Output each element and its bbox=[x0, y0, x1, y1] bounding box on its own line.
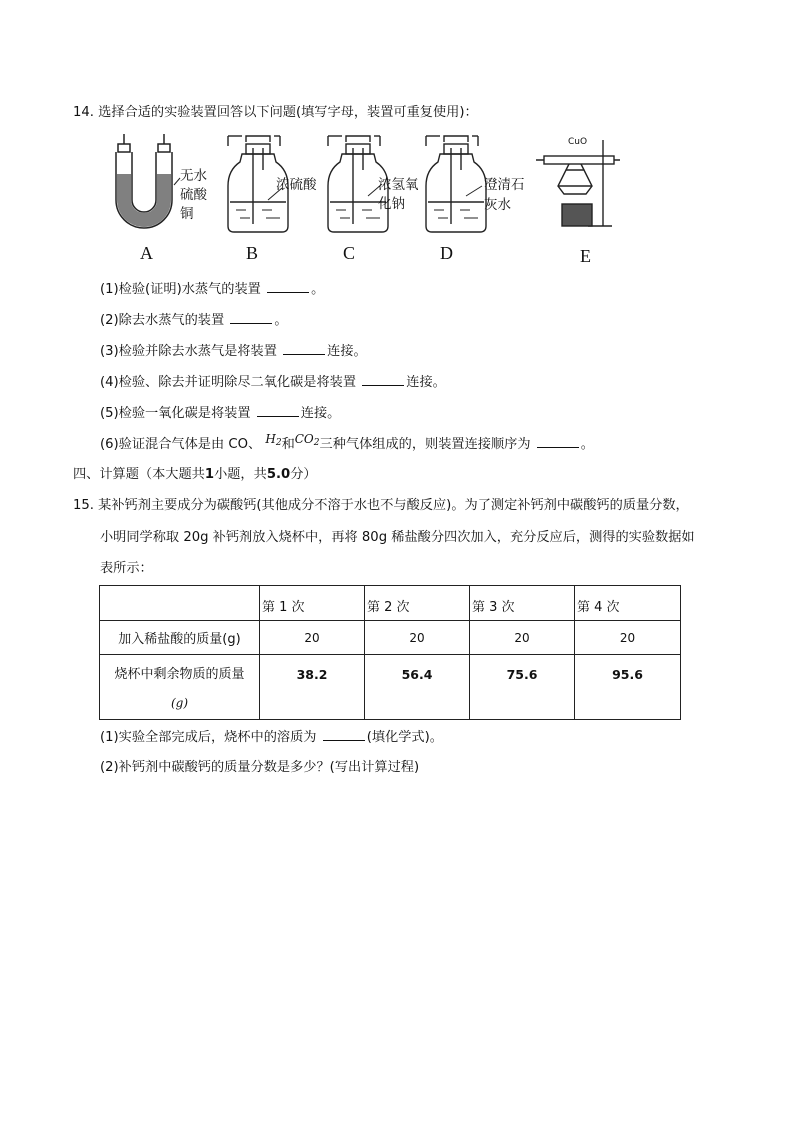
section-4-count: 1 bbox=[204, 467, 215, 482]
q14-sub4-blank[interactable] bbox=[362, 373, 404, 386]
label-c-line1: 浓氢氧 bbox=[378, 177, 419, 193]
q14-sub4-text: (4)检验、除去并证明除尽二氧化碳是将装置 bbox=[100, 375, 357, 390]
row2-label-line2: (g) bbox=[170, 696, 189, 710]
table-cell: 20 bbox=[575, 621, 681, 655]
table-row bbox=[100, 621, 681, 655]
table-header-row bbox=[100, 586, 681, 621]
q14-sub3 bbox=[100, 342, 367, 361]
letter-c: C bbox=[343, 243, 356, 263]
q14-sub4 bbox=[100, 373, 446, 392]
table-header-cell: 第 3 次 bbox=[470, 586, 575, 621]
q15-sub1-end: (填化学式)。 bbox=[366, 730, 443, 745]
q14-sub6 bbox=[100, 432, 594, 457]
q14-sub6-text: (6)验证混合气体是由 CO、 bbox=[100, 437, 262, 452]
q15-line3: 表所示： bbox=[100, 561, 153, 576]
co2-subscript: 2 bbox=[313, 438, 320, 448]
table-row bbox=[100, 655, 681, 720]
q15-sub2: (2)补钙剂中碳酸钙的质量分数是多少？(写出计算过程) bbox=[100, 760, 420, 775]
h2-symbol: H bbox=[265, 432, 276, 446]
q14-sub5-blank[interactable] bbox=[257, 404, 299, 417]
q14-sub3-end: 连接。 bbox=[327, 344, 367, 359]
q15-sub1-text: (1)实验全部完成后，烧杯中的溶质为 bbox=[100, 730, 317, 745]
q14-sub2-text: (2)除去水蒸气的装置 bbox=[100, 313, 225, 328]
table-header-cell bbox=[100, 586, 260, 621]
section-4-title: 四、计算题（本大题共 bbox=[73, 467, 205, 482]
q14-sub6-end: 。 bbox=[580, 437, 594, 452]
section-4-end: 分） bbox=[290, 467, 317, 482]
letter-e: E bbox=[580, 246, 591, 266]
table-cell: 75.6 bbox=[470, 655, 575, 720]
q14-sub3-blank[interactable] bbox=[283, 342, 325, 355]
label-a-line3: 铜 bbox=[180, 206, 194, 222]
co2-symbol: CO bbox=[294, 432, 314, 446]
bottle-c-liquid bbox=[336, 210, 380, 218]
q14-sub2 bbox=[100, 311, 288, 330]
table-row-label: 加入稀盐酸的质量(g) bbox=[100, 621, 260, 655]
bottle-b-liquid bbox=[236, 210, 280, 218]
q14-sub1-blank[interactable] bbox=[267, 280, 309, 293]
letter-b: B bbox=[246, 243, 259, 263]
table-header-cell: 第 4 次 bbox=[575, 586, 681, 621]
q14-sub2-blank[interactable] bbox=[230, 311, 272, 324]
apparatus-figure bbox=[100, 130, 620, 270]
h2-subscript: 2 bbox=[275, 438, 282, 448]
table-header-cell: 第 1 次 bbox=[260, 586, 365, 621]
q14-sub5 bbox=[100, 404, 340, 423]
table-header-cell: 第 2 次 bbox=[365, 586, 470, 621]
co2-formula bbox=[295, 432, 320, 446]
section-4-score: 5.0 bbox=[266, 467, 291, 482]
q14-sub6-and: 和 bbox=[281, 437, 295, 452]
table-cell: 20 bbox=[470, 621, 575, 655]
q14-sub1 bbox=[100, 280, 324, 299]
q14-sub6-blank[interactable] bbox=[537, 435, 579, 448]
heating-apparatus bbox=[536, 140, 620, 226]
q14-sub6-mid: 三种气体组成的，则装置连接顺序为 bbox=[319, 437, 531, 452]
letter-d: D bbox=[440, 243, 453, 263]
label-e-cuo: CuO bbox=[568, 137, 588, 147]
q14-sub5-text: (5)检验一氧化碳是将装置 bbox=[100, 406, 251, 421]
h2-formula bbox=[265, 432, 281, 446]
table-cell: 56.4 bbox=[365, 655, 470, 720]
u-tube-granules bbox=[117, 174, 171, 227]
apparatus-drawing bbox=[100, 130, 620, 270]
q14-stem: 14. 选择合适的实验装置回答以下问题(填写字母，装置可重复使用)： bbox=[73, 105, 478, 120]
q15-line1: 15. 某补钙剂主要成分为碳酸钙(其他成分不溶于水也不与酸反应)。为了测定补钙剂中碳酸钙的质量分数， bbox=[73, 498, 689, 513]
label-a-line2: 硫酸 bbox=[180, 187, 207, 203]
bottle-d-liquid bbox=[434, 210, 478, 218]
row2-label-line1: 烧杯中剩余物质的质量 bbox=[114, 667, 245, 682]
q14-sub3-text: (3)检验并除去水蒸气是将装置 bbox=[100, 344, 277, 359]
q14-sub4-end: 连接。 bbox=[406, 375, 446, 390]
data-table bbox=[99, 585, 681, 720]
q15-sub1 bbox=[100, 728, 443, 747]
table-row-label bbox=[100, 655, 260, 720]
section-4-heading bbox=[73, 466, 317, 484]
label-d-line1: 澄清石 bbox=[484, 177, 525, 193]
section-4-mid: 小题，共 bbox=[214, 467, 267, 482]
label-a-line1: 无水 bbox=[180, 168, 207, 184]
label-d-line2: 灰水 bbox=[484, 197, 511, 213]
q15-line2: 小明同学称取 20g 补钙剂放入烧杯中，再将 80g 稀盐酸分四次加入，充分反应后，测得的实验数据如 bbox=[100, 530, 695, 545]
table-cell: 95.6 bbox=[575, 655, 681, 720]
q14-sub1-text: (1)检验(证明)水蒸气的装置 bbox=[100, 282, 261, 297]
label-c-line2: 化钠 bbox=[378, 196, 405, 212]
q14-sub1-end: 。 bbox=[311, 282, 325, 297]
table-cell: 20 bbox=[365, 621, 470, 655]
label-b: 浓硫酸 bbox=[276, 177, 317, 193]
table-cell: 20 bbox=[260, 621, 365, 655]
q14-sub2-end: 。 bbox=[274, 313, 288, 328]
q15-sub1-blank[interactable] bbox=[323, 728, 365, 741]
table-cell: 38.2 bbox=[260, 655, 365, 720]
letter-a: A bbox=[140, 243, 153, 263]
q14-sub5-end: 连接。 bbox=[300, 406, 341, 421]
